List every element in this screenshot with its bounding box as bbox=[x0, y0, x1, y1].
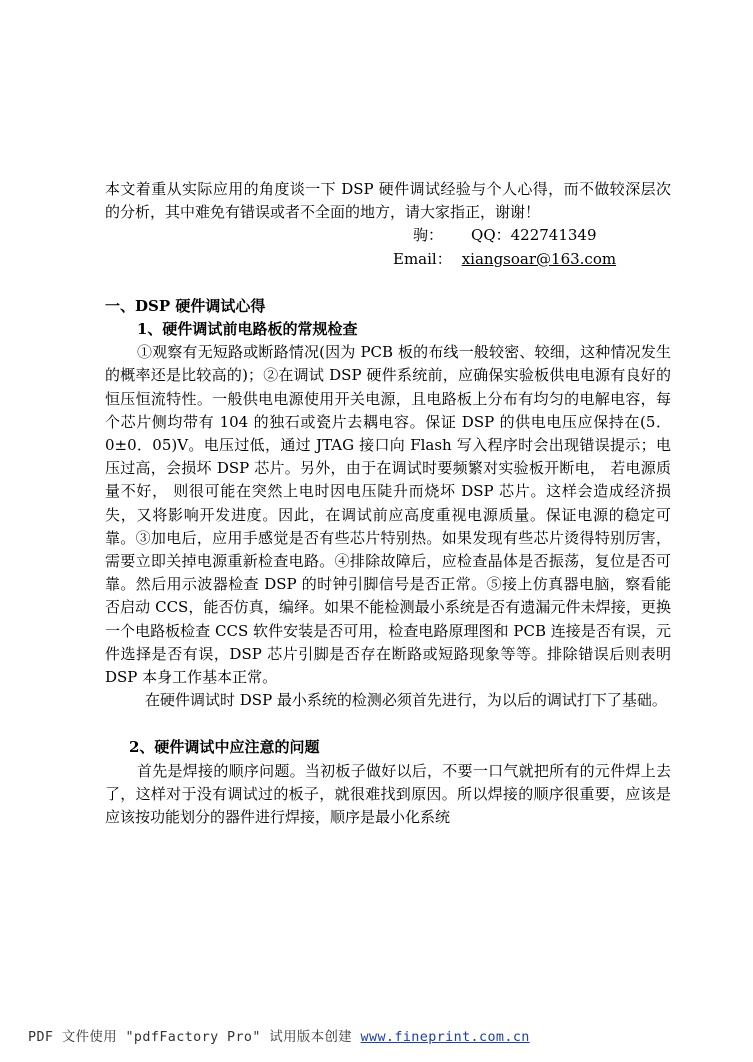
paragraph-soldering: 首先是焊接的顺序问题。当初板子做好以后，不要一口气就把所有的元件焊上去了，这样对于没有调试过的板子，就很难找到原因。所以焊接的顺序很重要，应该是应该按功能划分的器件进行焊接，顺序是最小化系统 bbox=[105, 761, 671, 827]
email-link[interactable]: xiangsoar@163.com bbox=[461, 249, 617, 268]
author-line bbox=[413, 224, 671, 247]
document-body bbox=[105, 178, 671, 829]
paragraph-checks: ①观察有无短路或断路情况(因为 PCB 板的布线一般较密、较细，这种情况发生的概率还是比较高的)；②在调试 DSP 硬件系统前，应确保实验板供电电源有良好的恒压恒流特性。一般供电电源使用开关电源，且电路板上分布有均匀的电解电容，每个芯片侧均带有 104 的独石或瓷片去耦电容。保证 DSP 的供电电压应保持在(5．0±0．05)V。电压过低，通过 JTAG 接口向 Flash 写入程序时会出现错误提示；电压过高，会损坏 DSP 芯片。另外，由于在调试时要频繁对实验板开断电， 若电源质量不好， 则很可能在突然上电时因电压陡升而烧坏 DSP 芯片。这样会造成经济损失，又将影响开发进度。因此，在调试前应高度重视电源质量。保证电源的稳定可靠。③加电后，应用手感觉是否有些芯片特别热。如果发现有些芯片烫得特别厉害，需要立即关掉电源重新检查电路。④排除故障后，应检查晶体是否振荡，复位是否可靠。然后用示波器检查 DSP 的时钟引脚信号是否正常。⑤接上仿真器电脑，察看能否启动 CCS，能否仿真，编绎。如果不能检测最小系统是否有遗漏元件未焊接，更换一个电路板检查 CCS 软件安装是否可用，检查电路原理图和 PCB 连接是否有误，元件选择是否有误，DSP 芯片引脚是否存在断路或短路现象等等。排除错误后则表明 DSP 本身工作基本正常。 bbox=[105, 343, 671, 687]
footer-link[interactable]: www.fineprint.com.cn bbox=[360, 1030, 530, 1045]
pdf-footer bbox=[28, 1026, 530, 1045]
intro-paragraph: 本文着重从实际应用的角度谈一下 DSP 硬件调试经验与个人心得，而不做较深层次的分析，其中难免有错误或者不全面的地方，请大家指正，谢谢！ bbox=[105, 180, 671, 222]
section-heading: 一、DSP 硬件调试心得 bbox=[105, 296, 266, 315]
footer-text: PDF 文件使用 "pdfFactory Pro" 试用版本创建 bbox=[28, 1030, 361, 1045]
author-qq: QQ：422741349 bbox=[471, 226, 597, 245]
paragraph-summary: 在硬件调试时 DSP 最小系统的检测必须首先进行，为以后的调试打下了基础。 bbox=[145, 691, 667, 710]
email-line bbox=[393, 248, 671, 271]
subsection-heading-1: 1、硬件调试前电路板的常规检查 bbox=[137, 320, 358, 339]
email-label: Email： bbox=[393, 249, 452, 268]
author-name: 驹： bbox=[413, 226, 444, 245]
subsection-heading-2: 2、硬件调试中应注意的问题 bbox=[129, 738, 320, 757]
